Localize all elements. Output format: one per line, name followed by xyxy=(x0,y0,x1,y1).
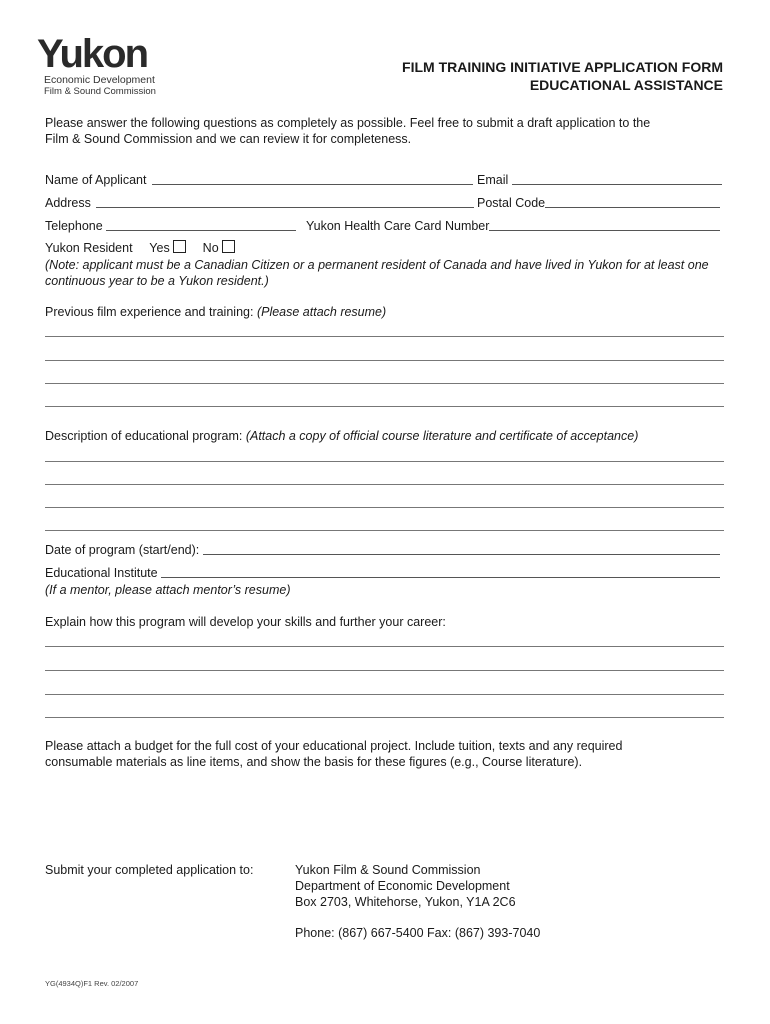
experience-question xyxy=(45,304,386,320)
yukon-resident-label: Yukon Resident xyxy=(45,241,133,255)
name-field[interactable] xyxy=(152,184,473,185)
intro-line1: Please answer the following questions as completely as possible. Feel free to submit a draft application to the xyxy=(45,116,651,130)
intro-line2: Film & Sound Commission and we can review it for completeness. xyxy=(45,132,412,146)
form-title-line2: EDUCATIONAL ASSISTANCE xyxy=(529,77,723,93)
program-hint: (Attach a copy of official course literature and certificate of acceptance) xyxy=(245,429,639,443)
yes-checkbox[interactable] xyxy=(173,240,186,253)
educational-institute-label: Educational Institute xyxy=(45,566,158,580)
telephone-field[interactable] xyxy=(106,230,296,231)
educational-institute-field[interactable] xyxy=(161,577,720,578)
budget-instructions-line1: Please attach a budget for the full cost of your educational project. Include tuition, texts and any required xyxy=(45,739,623,753)
address-label: Address xyxy=(45,196,91,210)
yukon-resident-row xyxy=(45,240,235,256)
no-label: No xyxy=(202,241,219,255)
explain-answer-line[interactable] xyxy=(45,694,724,695)
logo-line-economic-development: Economic Development xyxy=(44,74,155,86)
program-answer-line[interactable] xyxy=(45,461,724,462)
experience-answer-line[interactable] xyxy=(45,406,724,407)
logo-wordmark: Yukon xyxy=(37,32,148,76)
form-title-line1: FILM TRAINING INITIATIVE APPLICATION FORM xyxy=(402,59,723,75)
submit-phone-fax: Phone: (867) 667-5400 Fax: (867) 393-7040 xyxy=(295,926,541,940)
name-label: Name of Applicant xyxy=(45,173,147,187)
health-card-label: Yukon Health Care Card Number xyxy=(306,219,490,233)
program-answer-line[interactable] xyxy=(45,507,724,508)
health-card-field[interactable] xyxy=(489,230,720,231)
logo-line-film-sound-commission: Film & Sound Commission xyxy=(44,86,156,97)
no-checkbox[interactable] xyxy=(222,240,235,253)
residency-note-line2: continuous year to be a Yukon resident.) xyxy=(45,274,269,288)
submit-label: Submit your completed application to: xyxy=(45,863,254,877)
date-of-program-label: Date of program (start/end): xyxy=(45,543,200,557)
postal-code-field[interactable] xyxy=(545,207,720,208)
submit-address: Box 2703, Whitehorse, Yukon, Y1A 2C6 xyxy=(295,895,516,909)
address-field[interactable] xyxy=(96,207,474,208)
date-of-program-field[interactable] xyxy=(203,554,720,555)
experience-answer-line[interactable] xyxy=(45,360,724,361)
explain-answer-line[interactable] xyxy=(45,717,724,718)
program-answer-line[interactable] xyxy=(45,484,724,485)
explain-answer-line[interactable] xyxy=(45,646,724,647)
telephone-label: Telephone xyxy=(45,219,103,233)
postal-code-label: Postal Code xyxy=(477,196,546,210)
explain-answer-line[interactable] xyxy=(45,670,724,671)
experience-answer-line[interactable] xyxy=(45,336,724,337)
form-id: YG(4934Q)F1 Rev. 02/2007 xyxy=(45,979,139,988)
email-field[interactable] xyxy=(512,184,722,185)
residency-note-line1: (Note: applicant must be a Canadian Citizen or a permanent resident of Canada and have lived in Yukon for at least one xyxy=(45,258,709,272)
email-label: Email xyxy=(477,173,509,187)
experience-answer-line[interactable] xyxy=(45,383,724,384)
mentor-hint: (If a mentor, please attach mentor’s resume) xyxy=(45,583,291,597)
experience-label: Previous film experience and training: xyxy=(45,305,254,319)
submit-org: Yukon Film & Sound Commission xyxy=(295,863,481,877)
program-answer-line[interactable] xyxy=(45,530,724,531)
program-label: Description of educational program: xyxy=(45,429,243,443)
submit-department: Department of Economic Development xyxy=(295,879,510,893)
yes-label: Yes xyxy=(149,241,170,255)
experience-hint: (Please attach resume) xyxy=(256,305,387,319)
explain-question: Explain how this program will develop your skills and further your career: xyxy=(45,615,446,629)
program-question xyxy=(45,428,638,444)
budget-instructions-line2: consumable materials as line items, and show the basis for these figures (e.g., Course literature). xyxy=(45,755,583,769)
